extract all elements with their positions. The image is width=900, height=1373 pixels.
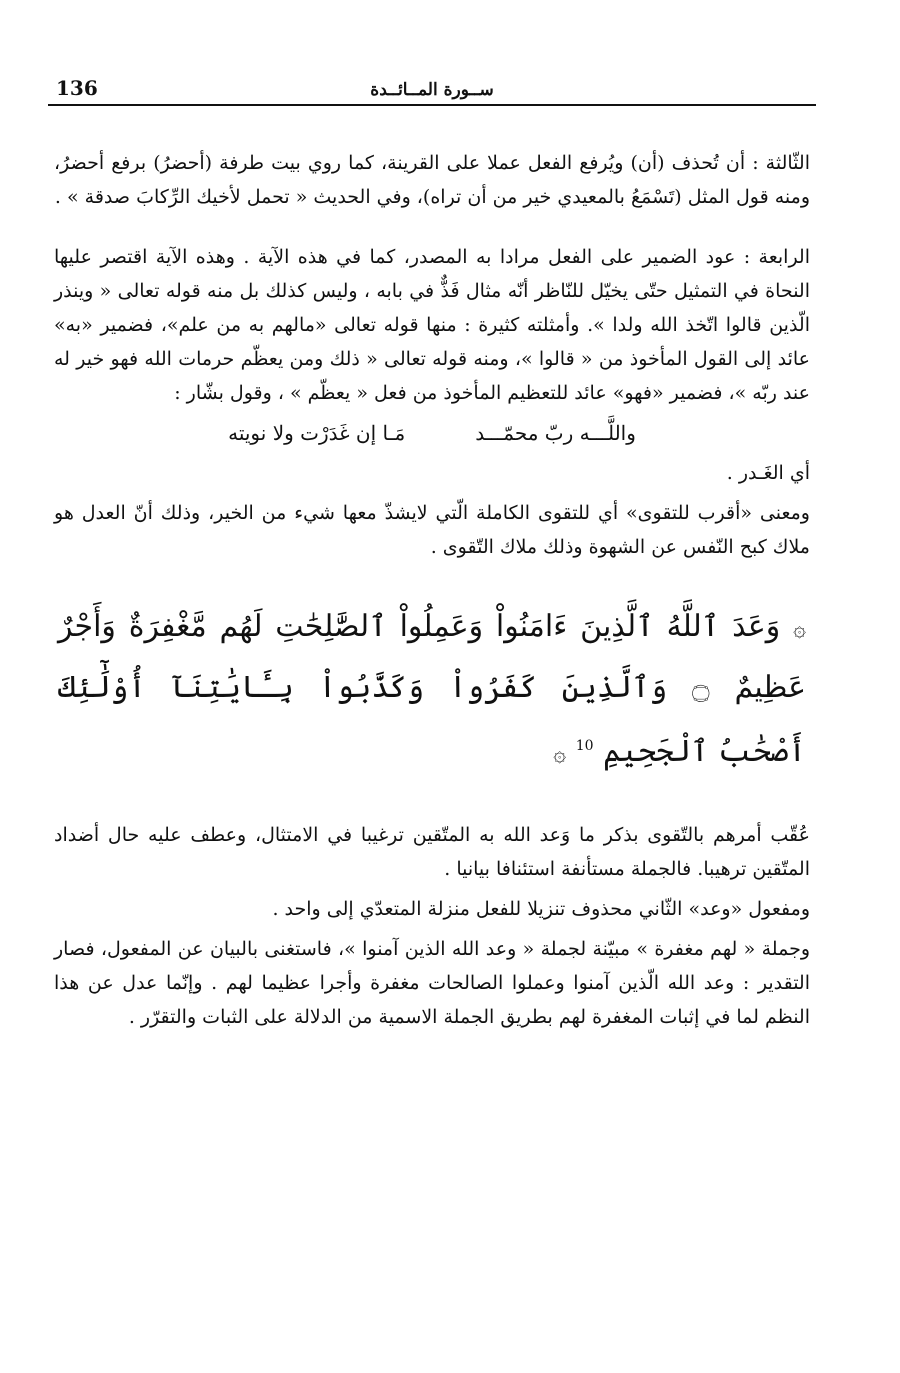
paragraph-meaning: ومعنى «أقرب للتقوى» أي للتقوى الكاملة الّتي لايشذّ معها شيء من الخير، وذلك أنّ العدل هو ملاك كبح النّفس عن الشهوة وذلك ملاك التّقوى .: [54, 502, 810, 558]
paragraph-gloss: أي الغَـدر .: [726, 462, 810, 484]
paragraph-commentary-3: وجملة « لهم مغفرة » مبيّنة لجملة « وعد الله الذين آمنوا »، فاستغنى بالبيان عن المفعول، فصار التقدير : وعد الله الّذين آمنوا وعملوا الصالحات مغفرة وأجرا عظيما لهم . وإنّما عدل عن هذا النظم لما في إثبات المغفرة لهم بطريق الجملة الاسمية من الدلالة على الثبات والتقرّر .: [54, 938, 810, 1028]
paragraph-commentary-1: عُقّب أمرهم بالتّقوى بذكر ما وَعد الله به المتّقين ترغيبا في الامتثال، وعطف عليه حال أضداد المتّقين ترهيبا. فالجملة مستأنفة استئنافا بيانيا .: [54, 824, 810, 880]
verse-number: 10: [575, 738, 594, 754]
verse-text: وَعَدَ ٱللَّهُ ٱلَّذِينَ ءَامَنُواْ وَعَمِلُواْ ٱلصَّٰلِحَٰتِ لَهُم مَّغْفِرَةٌ وَأَجْرٌ عَظِيمٌ ۝ وَٱلَّذِينَ كَفَرُواْ وَكَذَّبُواْ بِـَٔايَٰتِنَآ أُوْلَٰٓئِكَ أَصْحَٰبُ ٱلْجَحِيمِ: [58, 609, 806, 769]
surah-title: ســورة المــائــدة: [370, 80, 494, 100]
paragraph-fourth: الرابعة : عود الضمير على الفعل مرادا به المصدر، كما في هذه الآية . وهذه الآية اقتصر عليها النحاة في التمثيل حتّى يخيّل للنّاظر أنّه مثال فَذٌّ في بابه ، وليس كذلك بل منه قوله تعالى « وينذر الّذين قالوا اتّخذ الله ولدا ». وأمثلته كثيرة : منها قوله تعالى «مالهم به من علم»، فضمير «به» عائد إلى القول المأخوذ من « قالوا »، ومنه قوله تعالى « ذلك ومن يعظّم حرمات الله فهو خير له عند ربّه »، فضمير «فهو» عائد للتعظيم المأخوذ من فعل « يعظّم » ، وقول بشّار :: [54, 246, 810, 404]
quran-verse: [54, 598, 810, 784]
poem-hemistich-right: واللَّـــه ربّ محمّـــد: [475, 421, 636, 445]
poem-line: [54, 416, 810, 450]
paragraph-third: الثّالثة : أن تُحذف (أن) ويُرفع الفعل عملا على القرينة، كما روي بيت طرفة (أحضرُ) برفع أحضرُ، ومنه قول المثل (تَسْمَعُ بالمعيدي خير من أن تراه)، وفي الحديث « تحمل لأخيك الرِّكابَ صدقة » .: [54, 152, 810, 208]
book-page: [48, 70, 816, 1350]
verse-open-ornament: ۞: [793, 617, 806, 642]
page-number: 136: [56, 76, 98, 100]
page-header: [48, 70, 816, 106]
paragraph-commentary-2: ومفعول «وعد» الثّاني محذوف تنزيلا للفعل منزلة المتعدّي إلى واحد .: [272, 898, 810, 920]
poem-hemistich-left: مَـا إن غَدَرْت ولا نويته: [228, 421, 406, 445]
page-body: [48, 146, 816, 1034]
verse-close-ornament: ۞: [553, 742, 567, 767]
